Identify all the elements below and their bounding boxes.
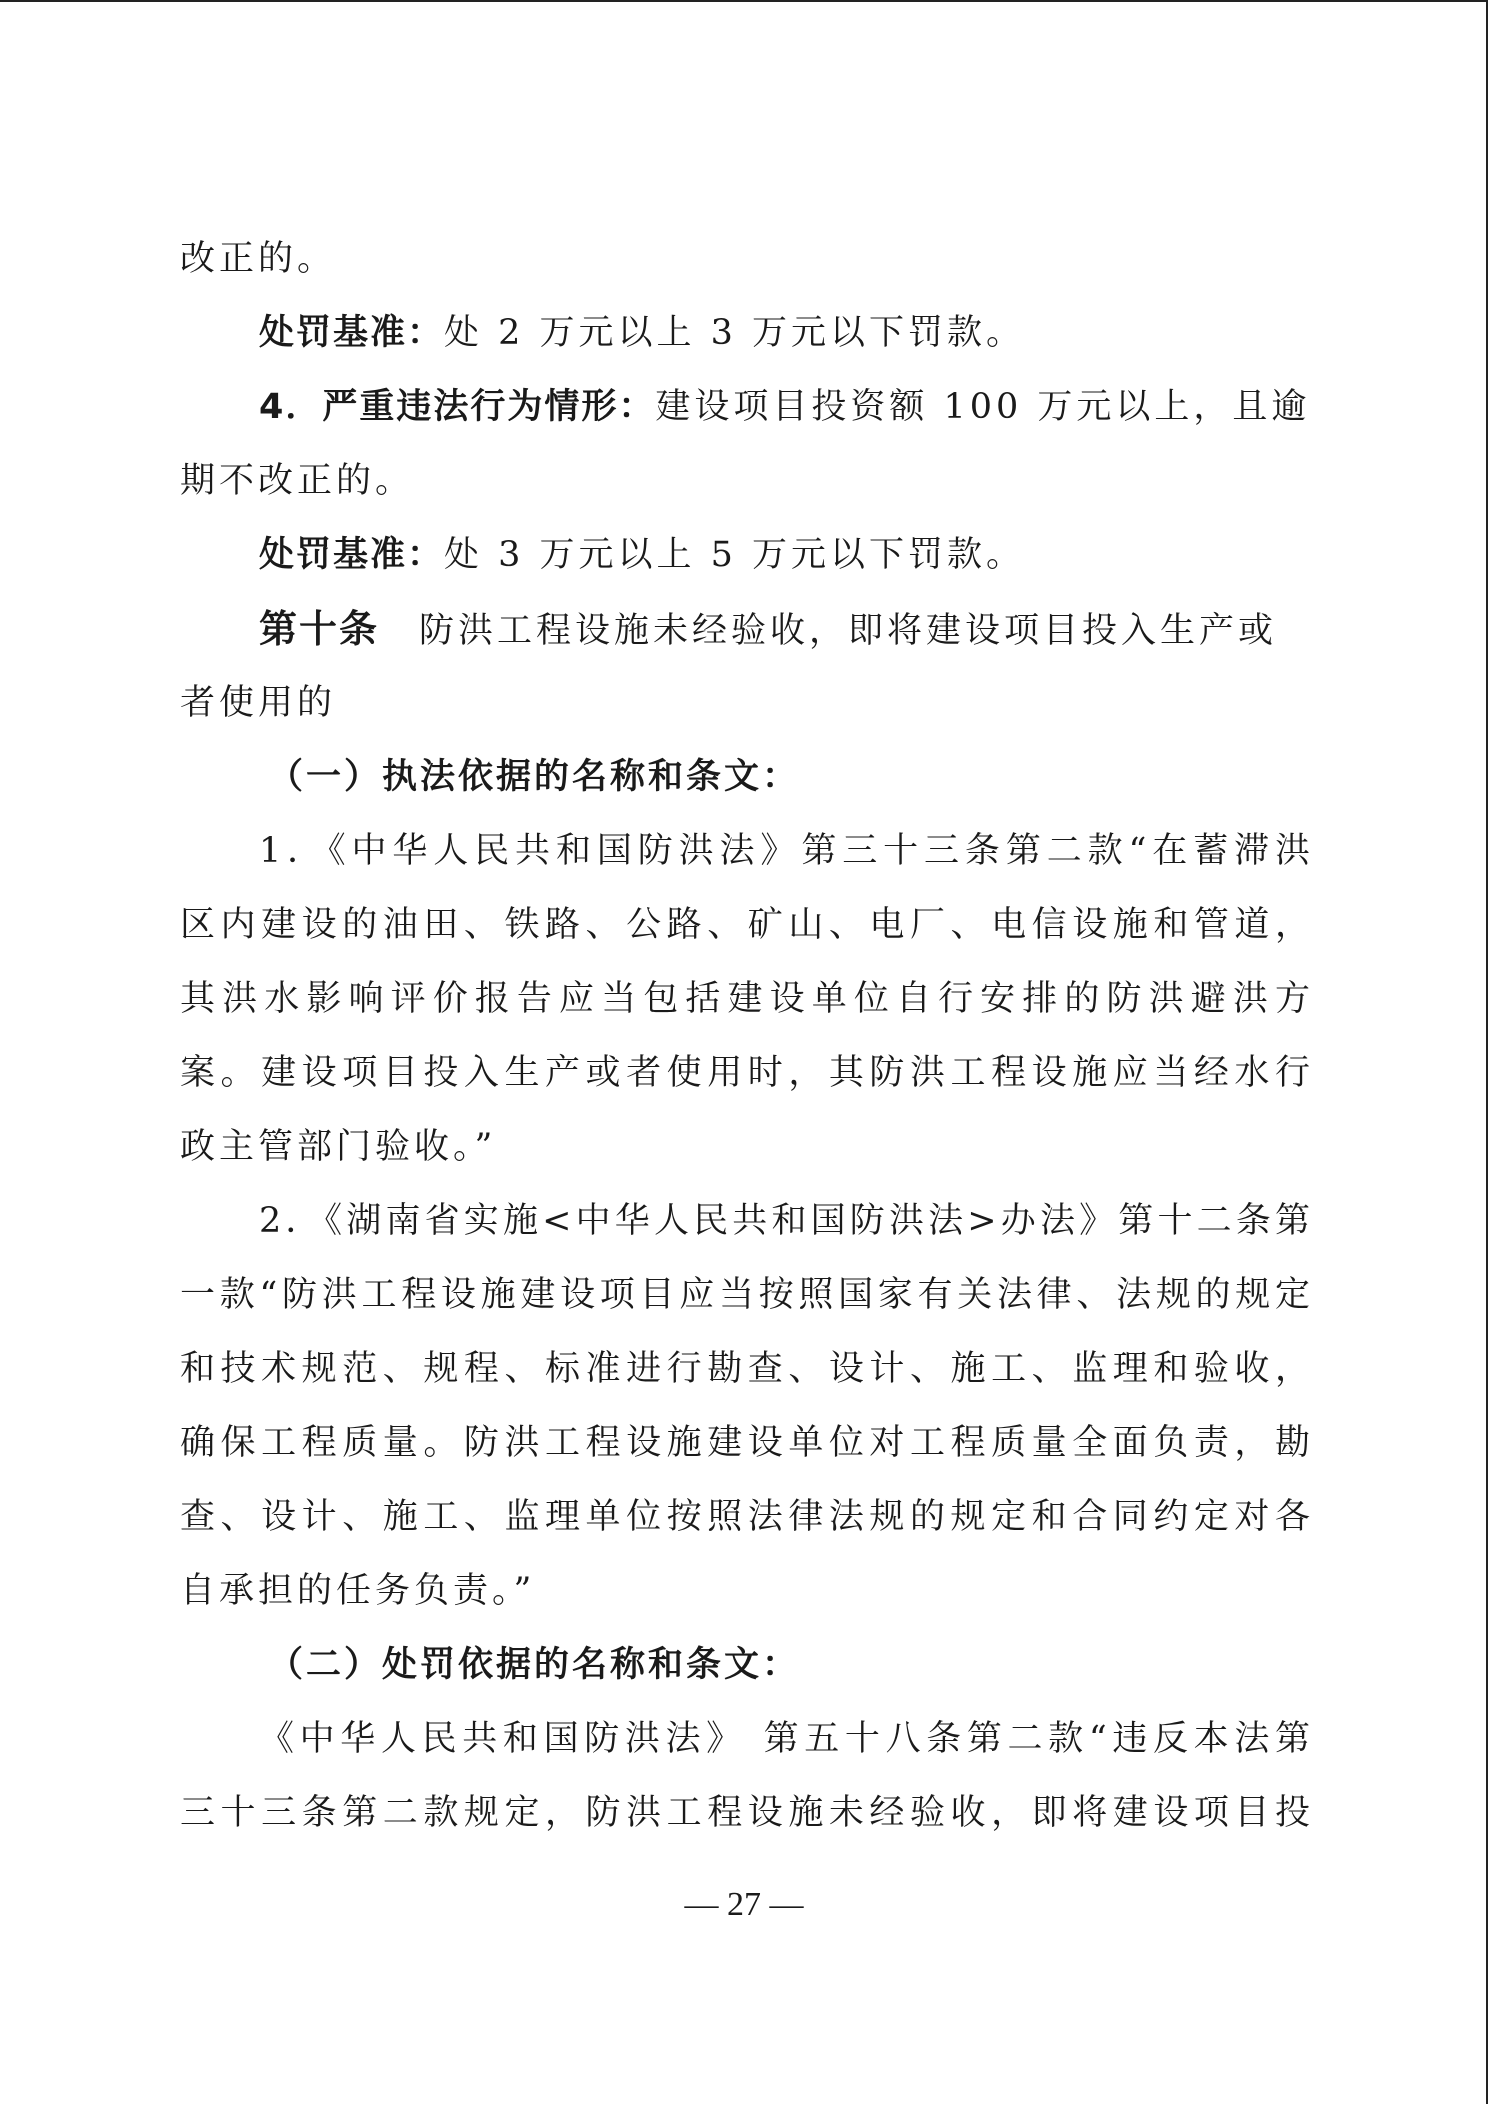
text-line xyxy=(180,444,1310,518)
text-line: 《中华人民共和国防洪法》 第五十八条第二款“违反本法第 xyxy=(259,1719,1310,1759)
document-body xyxy=(180,222,1310,1850)
text-line: 和技术规范、规程、标准进行勘查、设计、施工、监理和验收， xyxy=(180,1349,1310,1389)
text-line: 案。建设项目投入生产或者使用时，其防洪工程设施应当经水行 xyxy=(180,1053,1310,1093)
penalty-standard-label: 处罚基准： xyxy=(259,313,445,353)
severe-violation-case xyxy=(180,370,1310,444)
text-line: 2．《湖南省实施<中华人民共和国防洪法>办法》第十二条第 xyxy=(259,1201,1310,1241)
article-10-heading xyxy=(180,592,1310,666)
text-line: 一款“防洪工程设施建设项目应当按照国家有关法律、法规的规定 xyxy=(180,1275,1310,1315)
section-heading-enforcement-basis: （一）执法依据的名称和条文： xyxy=(268,757,801,797)
penalty-standard-text: 处 3 万元以上 5 万元以下罚款。 xyxy=(444,535,1026,575)
text-line: 区内建设的油田、铁路、公路、矿山、电厂、电信设施和管道， xyxy=(180,905,1310,945)
article-number: 第十条 xyxy=(259,607,380,651)
text-line: 自承担的任务负责。” xyxy=(180,1571,536,1611)
line-text: 期不改正的。 xyxy=(180,461,415,501)
text-line: 确保工程质量。防洪工程设施建设单位对工程质量全面负责，勘 xyxy=(180,1423,1310,1463)
page-number: — 27 — xyxy=(684,1886,804,1923)
text-line xyxy=(180,222,1310,296)
penalty-standard-text: 处 2 万元以上 3 万元以下罚款。 xyxy=(444,313,1026,353)
severe-violation-label: 4．严重违法行为情形： xyxy=(259,387,656,427)
text-line xyxy=(180,666,1310,740)
penalty-standard-3 xyxy=(180,296,1310,370)
page-border-top xyxy=(0,0,1488,2)
text-line: 1．《中华人民共和国防洪法》第三十三条第二款“在蓄滞洪 xyxy=(259,831,1310,871)
penalty-standard-label: 处罚基准： xyxy=(259,535,445,575)
penalty-standard-4 xyxy=(180,518,1310,592)
line-text: 改正的。 xyxy=(180,239,337,279)
line-text: 者使用的 xyxy=(180,683,337,723)
text-line: 三十三条第二款规定，防洪工程设施未经验收，即将建设项目投 xyxy=(180,1793,1310,1833)
severe-violation-text: 建设项目投资额 100 万元以上，且逾 xyxy=(655,387,1311,427)
section-heading-penalty-basis: （二）处罚依据的名称和条文： xyxy=(268,1645,801,1685)
text-line: 政主管部门验收。” xyxy=(180,1127,497,1167)
text-line: 其洪水影响评价报告应当包括建设单位自行安排的防洪避洪方 xyxy=(180,979,1310,1019)
text-line: 查、设计、施工、监理单位按照法律法规的规定和合同约定对各 xyxy=(180,1497,1310,1537)
article-text: 防洪工程设施未经验收，即将建设项目投入生产或 xyxy=(419,611,1278,651)
